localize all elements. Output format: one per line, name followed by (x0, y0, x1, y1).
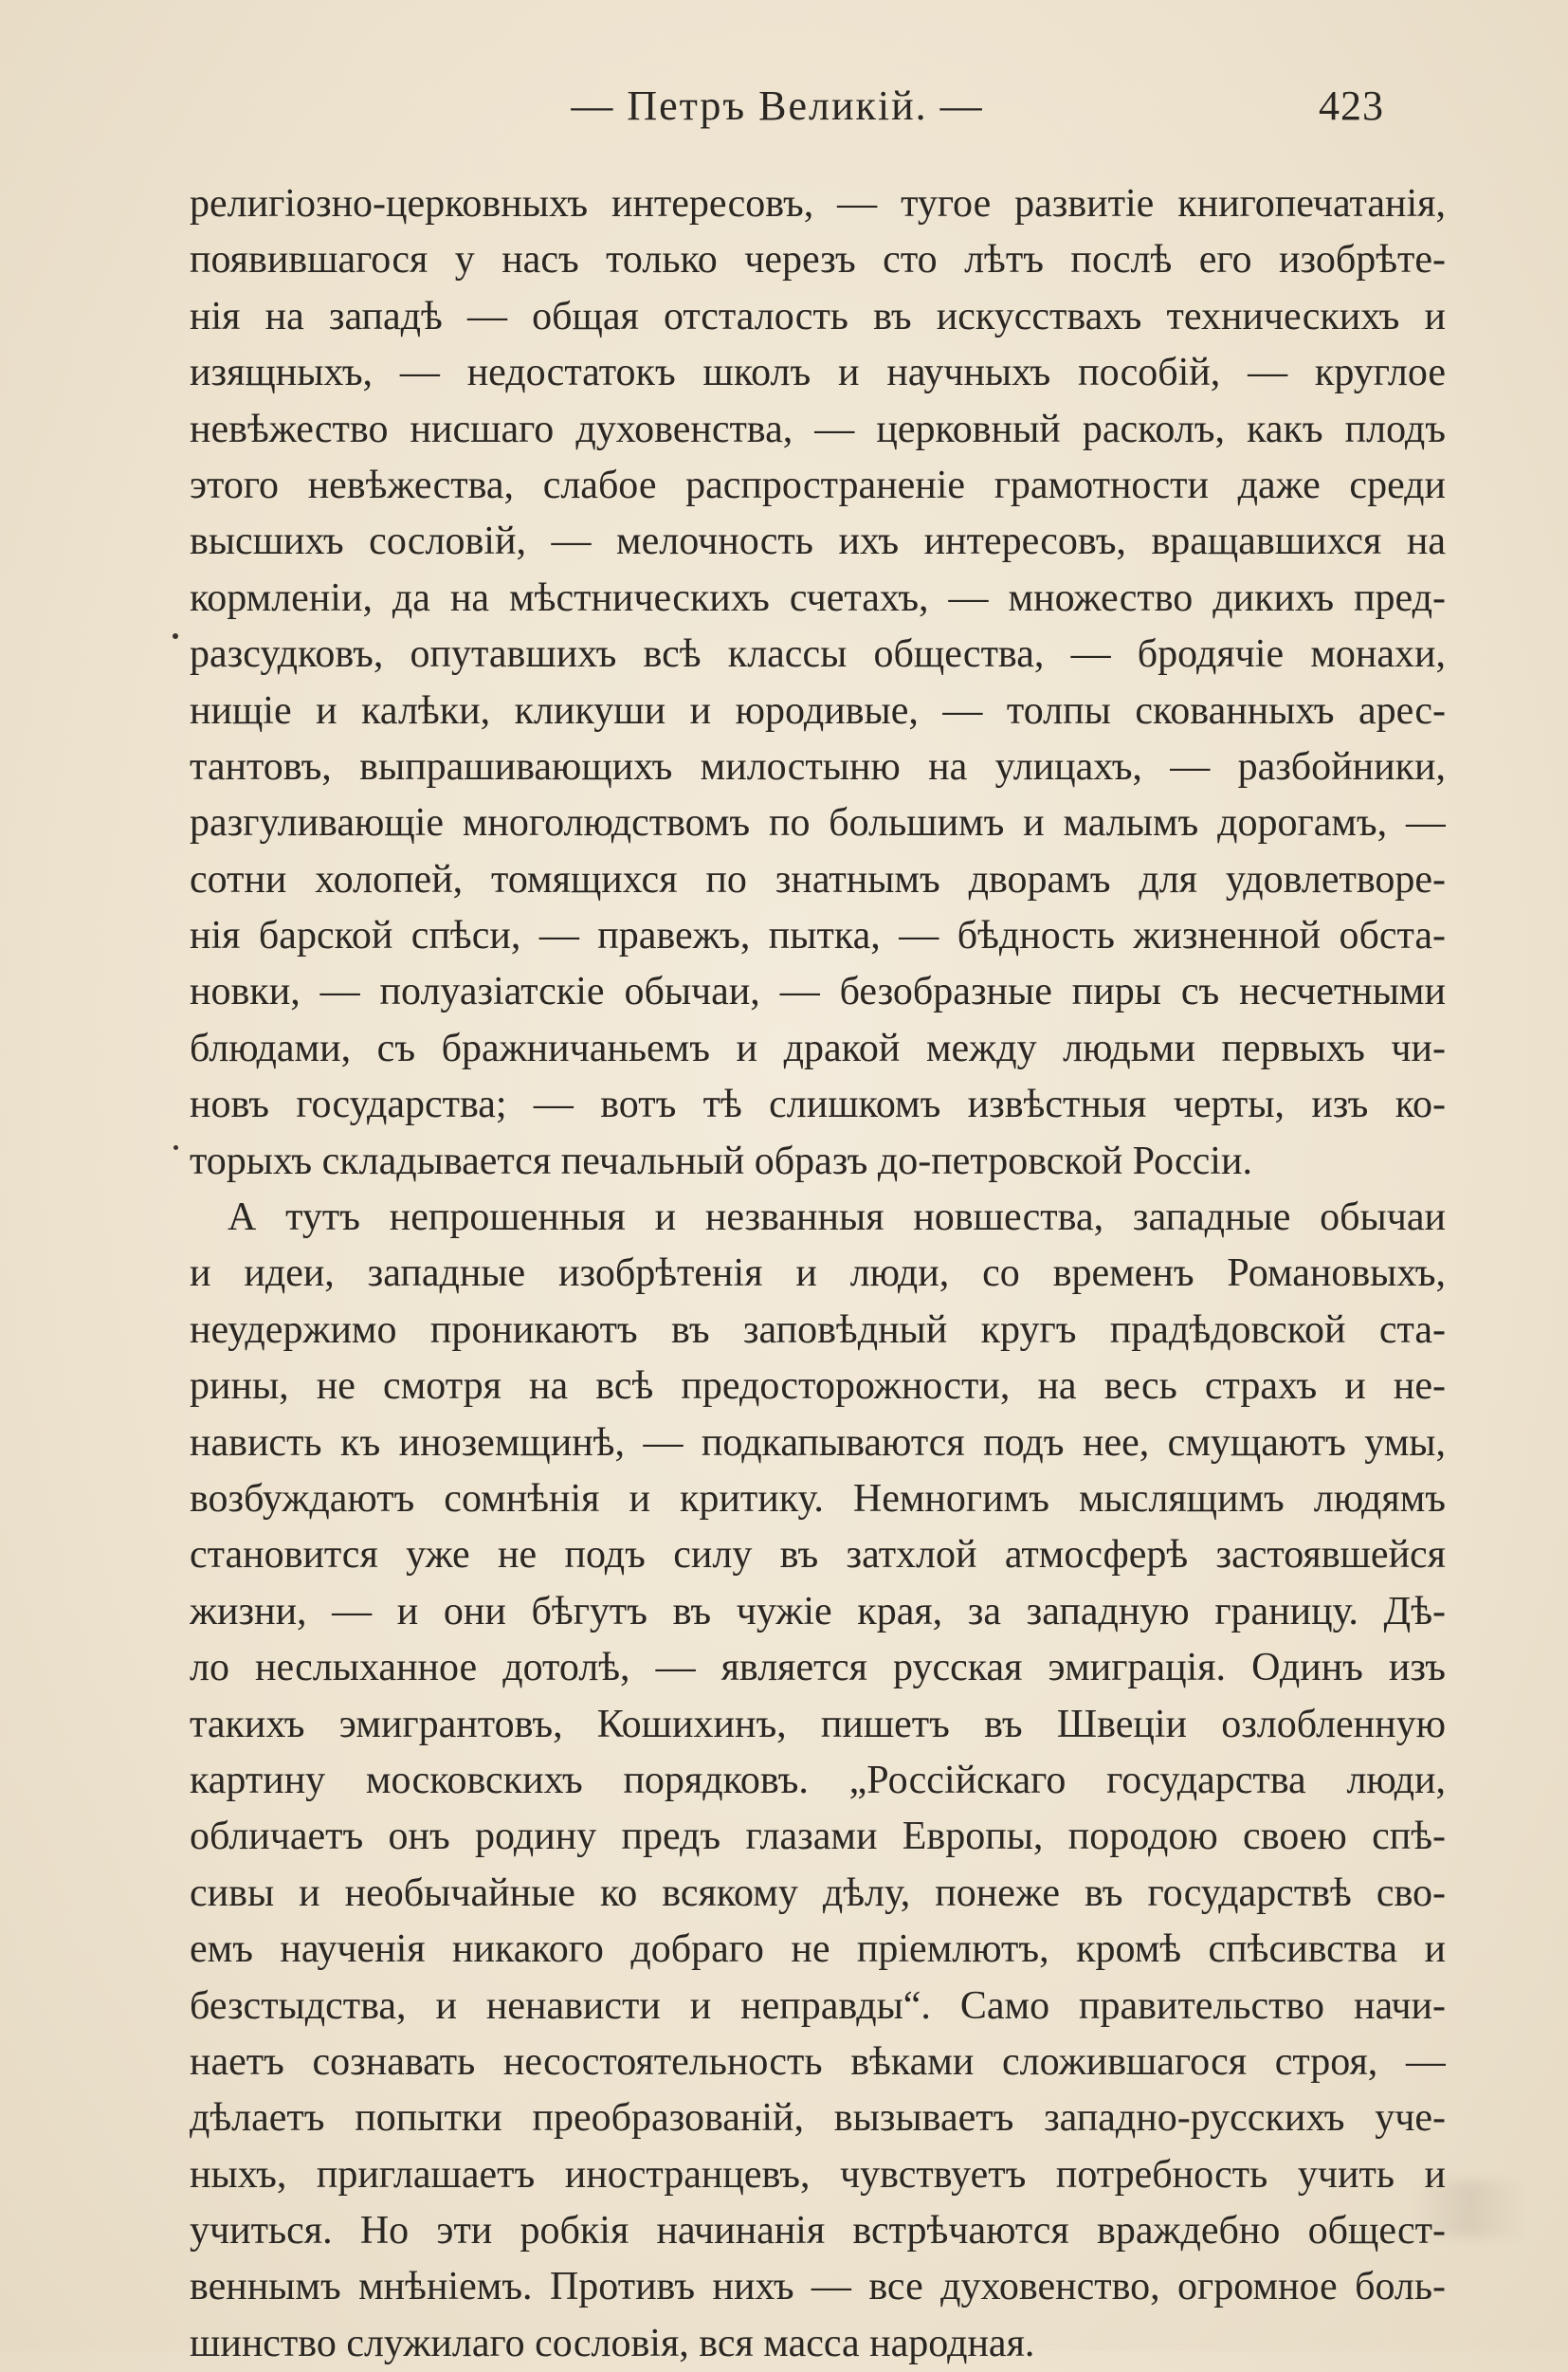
text-line: безстыдства, и ненависти и неправды“. Само правительство начи- (190, 1983, 1446, 2028)
text-line: блюдами, съ бражничаньемъ и дракой между людьми первыхъ чи- (190, 1026, 1446, 1070)
text-line: обличаетъ онъ родину предъ глазами Европы, породою своею спѣ- (190, 1815, 1446, 1859)
text-line: наетъ сознавать несостоятельность вѣками сложившагося строя, — (190, 2039, 1446, 2084)
text-line: веннымъ мнѣніемъ. Противъ нихъ — все духовенство, огромное боль- (190, 2265, 1446, 2309)
text-line: религіозно-церковныхъ интересовъ, — тугое развитіе книгопечатанія, (190, 182, 1446, 226)
text-line: тантовъ, выпрашивающихъ милостыню на улицахъ, — разбойники, (190, 744, 1446, 789)
text-line: разсудковъ, опутавшихъ всѣ классы общества, — бродячіе монахи, (190, 632, 1446, 677)
text-line: нависть къ иноземщинѣ, — подкапываются подъ нее, смущаютъ умы, (190, 1420, 1446, 1465)
text-line: жизни, — и они бѣгутъ въ чужіе края, за западную границу. Дѣ- (190, 1589, 1446, 1633)
text-line: и идеи, западные изобрѣтенія и люди, со временъ Романовыхъ, (190, 1251, 1446, 1296)
text-line: кормленіи, да на мѣстническихъ счетахъ, — множество дикихъ пред- (190, 575, 1446, 620)
text-line: сивы и необычайные ко всякому дѣлу, понеже въ государствѣ сво- (190, 1870, 1446, 1915)
text-line: нія барской спѣси, — правежъ, пытка, — бѣдность жизненной обста- (190, 914, 1446, 958)
text-line: такихъ эмигрантовъ, Кошихинъ, пишетъ въ Швеціи озлобленную (190, 1702, 1446, 1746)
running-title: — Петръ Великій. — (571, 82, 984, 129)
text-line: нія на западѣ — общая отсталость въ искусствахъ техническихъ и (190, 294, 1446, 338)
margin-dot-mark (173, 1145, 178, 1150)
text-line: изящныхъ, — недостатокъ школъ и научныхъ пособій, — круглое (190, 351, 1446, 395)
show-through-smudge (1413, 2180, 1526, 2237)
text-line: емъ наученія никакого добраго не пріемлютъ, кромѣ спѣсивства и (190, 1927, 1446, 1972)
text-line: картину московскихъ порядковъ. „Россійскаго государства люди, (190, 1758, 1446, 1802)
text-line: новъ государства; — вотъ тѣ слишкомъ извѣстныя черты, изъ ко- (190, 1083, 1446, 1127)
text-line: появившагося у насъ только черезъ сто лѣтъ послѣ его изобрѣте- (190, 238, 1446, 283)
text-line: высшихъ сословій, — мелочность ихъ интересовъ, вращавшихся на (190, 520, 1446, 564)
page-number: 423 (1319, 82, 1384, 129)
text-line: неудержимо проникаютъ въ заповѣдный кругъ прадѣдовской ста- (190, 1307, 1446, 1352)
text-line: рины, не смотря на всѣ предосторожности, на весь страхъ и не- (190, 1364, 1446, 1409)
text-line: невѣжество нисшаго духовенства, — церковный расколъ, какъ плодъ (190, 407, 1446, 451)
text-line: ло неслыханное дотолѣ, — является русская эмиграція. Одинъ изъ (190, 1646, 1446, 1690)
text-line: нищіе и калѣки, кликуши и юродивые, — толпы скованныхъ арес- (190, 688, 1446, 733)
margin-dot-mark (173, 633, 178, 639)
paragraph-end-line: шинство служилаго сословія, вся масса народная. (190, 2321, 1035, 2365)
text-line: новки, — полуазіатскіе обычаи, — безобразные пиры съ несчетными (190, 970, 1446, 1014)
paragraph-end-line: торыхъ складывается печальный образъ до-петровской Россіи. (190, 1139, 1252, 1183)
running-head (190, 78, 1384, 135)
paragraph-first-line: А тутъ непрошенныя и незванныя новшества, западные обычаи (228, 1195, 1446, 1240)
text-line: разгуливающіе многолюдствомъ по большимъ и малымъ дорогамъ, — (190, 801, 1446, 846)
text-line: становится уже не подъ силу въ затхлой атмосферѣ застоявшейся (190, 1533, 1446, 1578)
text-line: сотни холопей, томящихся по знатнымъ дворамъ для удовлетворе- (190, 857, 1446, 902)
text-line: этого невѣжества, слабое распространеніе грамотности даже среди (190, 463, 1446, 507)
body-text (190, 176, 1446, 2372)
text-line: учиться. Но эти робкія начинанія встрѣчаются враждебно общест- (190, 2209, 1446, 2253)
text-line: дѣлаетъ попытки преобразованій, вызываетъ западно-русскихъ уче- (190, 2096, 1446, 2141)
text-line: ныхъ, приглашаетъ иностранцевъ, чувствуетъ потребность учить и (190, 2152, 1446, 2197)
text-line: возбуждаютъ сомнѣнія и критику. Немногимъ мыслящимъ людямъ (190, 1476, 1446, 1521)
